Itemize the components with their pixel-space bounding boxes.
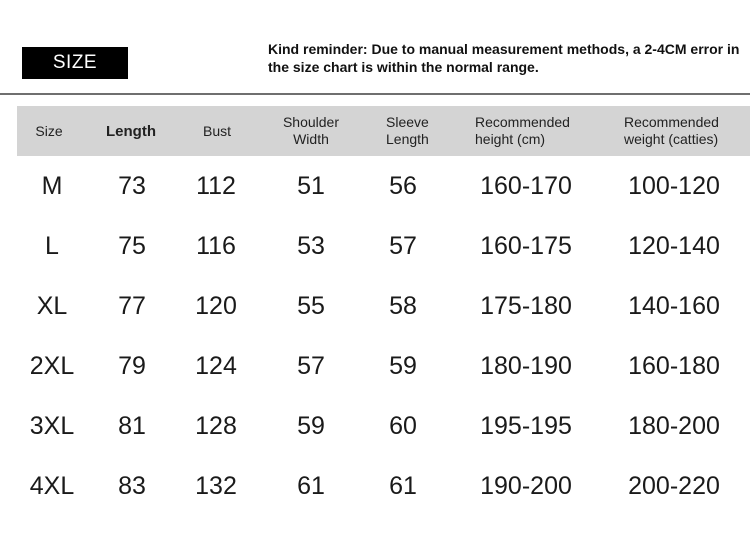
header-recommended-height <box>475 106 605 156</box>
cell-recommended-height: 180-190 <box>480 351 572 380</box>
cell-length: 79 <box>118 351 146 380</box>
cell-recommended-height: 175-180 <box>480 291 572 320</box>
size-badge-label: SIZE <box>52 52 98 73</box>
header-size <box>17 106 81 156</box>
header-shoulder-width <box>267 106 355 156</box>
cell-recommended-height: 160-175 <box>480 231 572 260</box>
cell-shoulder-width: 59 <box>297 411 325 440</box>
cell-sleeve-length: 61 <box>389 471 417 500</box>
size-reminder-note: Kind reminder: Due to manual measurement methods, a 2-4CM error in the size chart is within the normal range. <box>268 41 740 75</box>
cell-sleeve-length: 60 <box>389 411 417 440</box>
header-recommended-weight-label: Recommended weight (catties) <box>624 114 719 147</box>
cell-shoulder-width: 55 <box>297 291 325 320</box>
cell-length: 83 <box>118 471 146 500</box>
header-sleeve-length-label: Sleeve Length <box>386 114 429 147</box>
cell-length: 81 <box>118 411 146 440</box>
cell-bust: 116 <box>196 231 236 260</box>
header-recommended-height-label: Recommended height (cm) <box>475 114 570 147</box>
cell-shoulder-width: 61 <box>297 471 325 500</box>
cell-length: 77 <box>118 291 146 320</box>
cell-bust: 132 <box>195 471 237 500</box>
cell-recommended-weight: 140-160 <box>628 291 720 320</box>
cell-length: 73 <box>118 171 146 200</box>
cell-size: XL <box>36 291 68 320</box>
size-badge <box>22 47 128 79</box>
cell-recommended-weight: 180-200 <box>628 411 720 440</box>
cell-size: 3XL <box>29 411 75 440</box>
header-sleeve-length <box>386 106 466 156</box>
cell-bust: 112 <box>196 171 236 200</box>
header-bust <box>181 106 253 156</box>
cell-sleeve-length: 57 <box>389 231 417 260</box>
divider <box>0 93 750 95</box>
cell-size: L <box>45 231 59 260</box>
cell-bust: 128 <box>195 411 237 440</box>
table-row <box>0 336 750 396</box>
cell-recommended-weight: 200-220 <box>628 471 720 500</box>
table-row <box>0 456 750 516</box>
cell-recommended-height: 195-195 <box>480 411 572 440</box>
cell-recommended-height: 190-200 <box>480 471 572 500</box>
cell-sleeve-length: 59 <box>389 351 417 380</box>
table-row <box>0 276 750 336</box>
cell-shoulder-width: 57 <box>297 351 325 380</box>
header-recommended-weight <box>624 106 750 156</box>
header-size-label: Size <box>35 122 63 139</box>
header-length-label: Length <box>106 122 156 140</box>
cell-bust: 120 <box>195 291 237 320</box>
table-header <box>17 106 750 156</box>
cell-size: 2XL <box>29 351 75 380</box>
cell-length: 75 <box>118 231 146 260</box>
cell-size: 4XL <box>29 471 75 500</box>
header-bust-label: Bust <box>202 122 231 139</box>
header-length <box>91 106 171 156</box>
cell-recommended-height: 160-170 <box>480 171 572 200</box>
table-row <box>0 216 750 276</box>
cell-sleeve-length: 56 <box>389 171 417 200</box>
table-row <box>0 156 750 216</box>
cell-recommended-weight: 160-180 <box>628 351 720 380</box>
cell-recommended-weight: 100-120 <box>628 171 720 200</box>
cell-sleeve-length: 58 <box>389 291 417 320</box>
table-row <box>0 396 750 456</box>
cell-shoulder-width: 53 <box>297 231 325 260</box>
cell-bust: 124 <box>195 351 237 380</box>
header-shoulder-width-label: Shoulder Width <box>282 114 340 147</box>
cell-size: M <box>41 171 63 200</box>
cell-recommended-weight: 120-140 <box>628 231 720 260</box>
cell-shoulder-width: 51 <box>297 171 325 200</box>
